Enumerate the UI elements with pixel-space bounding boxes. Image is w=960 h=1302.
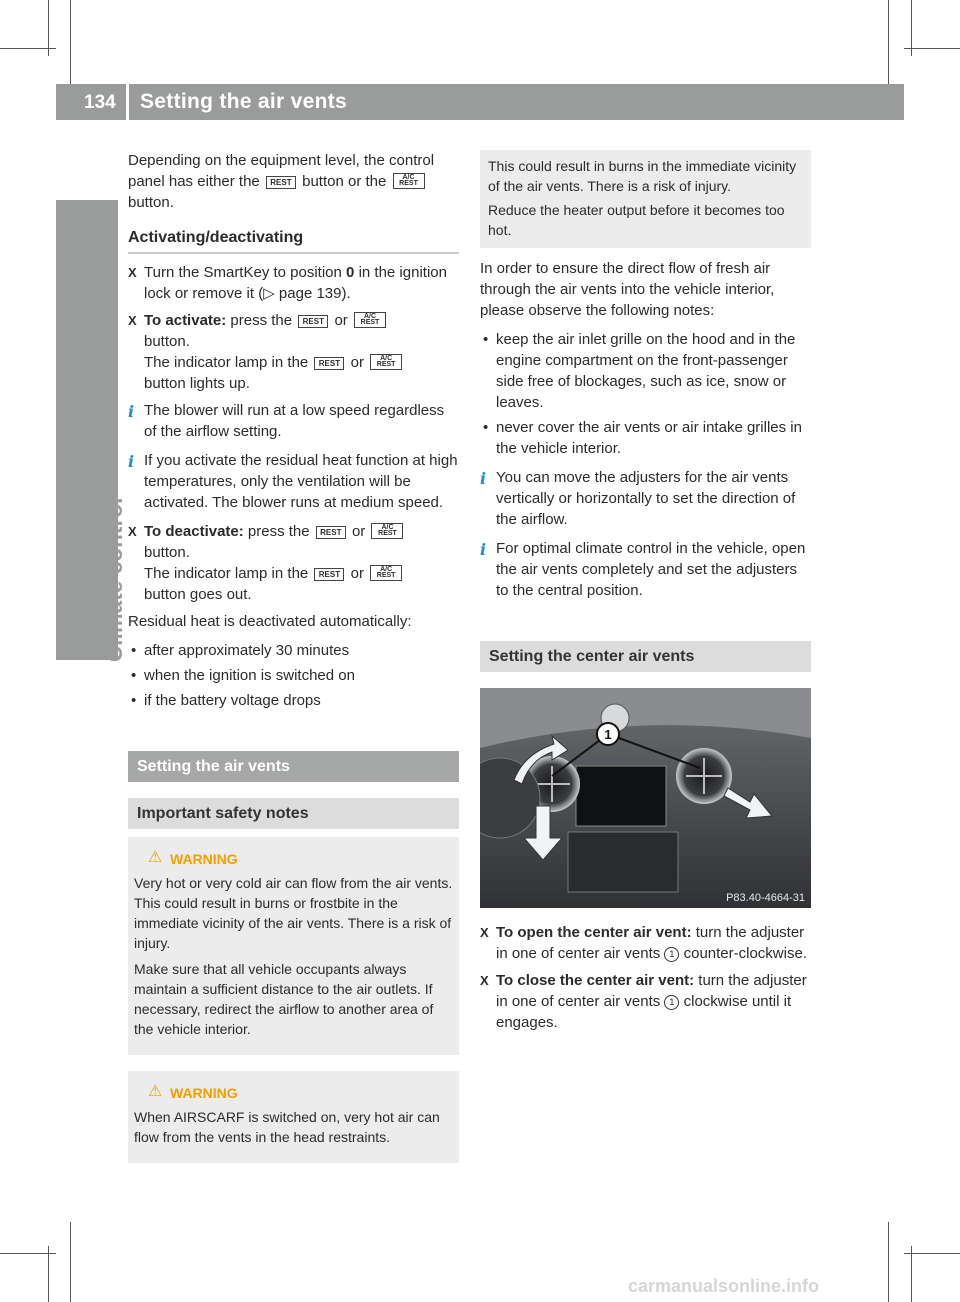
warning-text: Make sure that all vehicle occupants always maintain a sufficient distance to the air outlets. If necessary, redirect the airflow to another area of the vehicle interior.: [134, 961, 434, 1037]
instruction-step: X To deactivate: press the REST or A/C REST button. The indicator lamp in the REST or A/C REST button goes out.: [128, 521, 459, 605]
warning-box: [128, 1071, 459, 1163]
rest-key-icon: REST: [314, 357, 344, 370]
info-note: i The blower will run at a low speed regardless of the airflow setting.: [128, 402, 445, 440]
crop-mark: [70, 1222, 71, 1302]
display-screen: [576, 766, 666, 826]
instruction-step: X To close the center air vent: turn the adjuster in one of center air vents 1 clockwise until it engages.: [480, 972, 807, 1031]
info-note: i For optimal climate control in the vehicle, open the air vents completely and set the adjusters to the central position.: [480, 540, 806, 599]
rest-key-icon: REST: [266, 176, 296, 189]
callout-ref-icon: 1: [664, 995, 679, 1010]
list-item: • when the ignition is switched on: [131, 667, 355, 684]
header-separator: [126, 56, 129, 120]
warning-text: Very hot or very cold air can flow from the air vents. This could result in burns or frostbite in the immediate vicinity of the air vents. There is a risk of injury.: [134, 875, 453, 951]
page-number: 134: [84, 92, 116, 113]
callout-ref-icon: 1: [664, 947, 679, 962]
photo-code: P83.40-4664-31: [726, 892, 805, 904]
instruction-step: X To activate: press the REST or A/C REST button. The indicator lamp in the REST or A/C REST button lights up.: [128, 310, 459, 394]
instruction-step: X Turn the SmartKey to position 0 in the ignition lock or remove it (▷ page 139).: [128, 264, 447, 302]
residual-paragraph: Residual heat is deactivated automatically:: [128, 613, 412, 630]
left-column: [128, 150, 459, 1179]
notes-paragraph: In order to ensure the direct flow of fresh air through the air vents into the vehicle interior, please observe the following notes:: [480, 260, 775, 319]
watermark: carmanualsonline.info: [628, 1276, 820, 1296]
step-arrow-icon: X: [480, 973, 489, 988]
info-icon: i: [128, 402, 135, 421]
crop-mark: [888, 0, 889, 84]
warning-text: Reduce the heater output before it becomes too hot.: [488, 202, 785, 238]
section-subhead: Activating/deactivating: [128, 227, 459, 254]
warning-triangle-icon: ⚠: [148, 849, 163, 866]
crop-mark: [48, 0, 49, 56]
info-icon: i: [128, 452, 135, 471]
list-item: • if the battery voltage drops: [131, 692, 321, 709]
ac-rest-key-icon: A/C REST: [371, 523, 403, 539]
callout-number: 1: [604, 727, 612, 742]
instruction-step: X To open the center air vent: turn the adjuster in one of center air vents 1 counter-clockwise.: [480, 924, 807, 962]
warning-triangle-icon: ⚠: [148, 1083, 163, 1100]
subsection-heading: Important safety notes: [128, 798, 459, 829]
warning-box: [128, 837, 459, 1055]
ac-rest-key-icon: A/C REST: [370, 565, 402, 581]
info-icon: i: [480, 469, 487, 488]
rest-key-icon: REST: [298, 315, 328, 328]
info-icon: i: [480, 540, 487, 559]
subsection-heading: Setting the center air vents: [480, 641, 811, 672]
page-ref-arrow-icon: ▷: [263, 285, 275, 302]
warning-header: ⚠ WARNING: [148, 849, 238, 867]
dashboard-illustration: [480, 688, 811, 908]
ac-rest-key-icon: A/C REST: [393, 173, 425, 189]
warning-text: When AIRSCARF is switched on, very hot air can flow from the vents in the head restraints.: [134, 1109, 440, 1145]
chapter-label: Climate control: [102, 497, 127, 662]
crop-mark: [70, 0, 71, 84]
section-heading: Setting the air vents: [128, 751, 459, 782]
warning-continuation-box: [480, 150, 811, 248]
crop-mark: [888, 1222, 889, 1302]
crop-mark: [904, 1253, 960, 1254]
step-arrow-icon: X: [128, 524, 137, 539]
rest-key-icon: REST: [314, 568, 344, 581]
crop-mark: [911, 0, 912, 56]
center-air-vents-photo: [480, 688, 811, 908]
running-title: Setting the air vents: [140, 90, 348, 113]
list-item: • keep the air inlet grille on the hood and in the engine compartment on the front-passenger side free of blockages, such as ice, snow or leaves.: [483, 331, 796, 411]
intro-paragraph: Depending on the equipment level, the control panel has either the REST button or the A/C REST button.: [128, 152, 435, 211]
crop-mark: [911, 1246, 912, 1302]
right-column: [480, 150, 811, 1039]
warning-text: This could result in burns in the immediate vicinity of the air vents. There is a risk of injury.: [488, 158, 797, 194]
ac-rest-key-icon: A/C REST: [354, 312, 386, 328]
ac-rest-key-icon: A/C REST: [370, 354, 402, 370]
step-arrow-icon: X: [480, 925, 489, 940]
control-panel: [568, 832, 678, 892]
step-arrow-icon: X: [128, 265, 137, 280]
crop-mark: [48, 1246, 49, 1302]
info-note: i If you activate the residual heat function at high temperatures, only the ventilation will be activated. The blower runs at medium speed.: [128, 452, 458, 511]
rest-key-icon: REST: [316, 526, 346, 539]
info-note: i You can move the adjusters for the air vents vertically or horizontally to set the direction of the airflow.: [480, 469, 796, 528]
list-item: • after approximately 30 minutes: [131, 642, 350, 659]
list-item: • never cover the air vents or air intake grilles in the vehicle interior.: [483, 419, 802, 457]
crop-mark: [904, 48, 960, 49]
step-arrow-icon: X: [128, 313, 137, 328]
warning-header: ⚠ WARNING: [148, 1083, 238, 1101]
